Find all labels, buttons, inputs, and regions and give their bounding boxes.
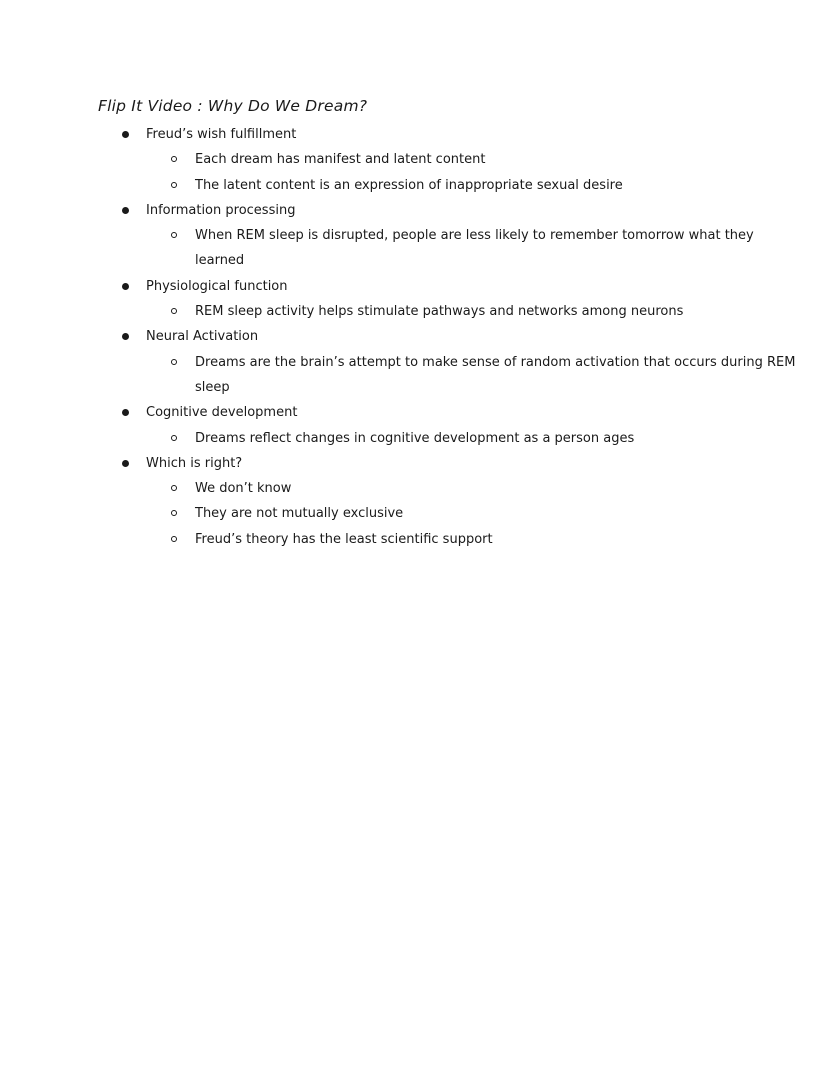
outline-point: They are not mutually exclusive: [195, 506, 404, 522]
outline-point: REM sleep activity helps stimulate pathways and networks among neurons: [195, 304, 684, 320]
filled-bullet-icon: [122, 283, 129, 290]
filled-bullet-icon: [122, 207, 129, 214]
outline-heading: Neural Activation: [146, 329, 259, 345]
hollow-bullet-icon: [171, 435, 177, 441]
outline-subitem: [0, 426, 828, 451]
outline-point: Dreams reflect changes in cognitive development as a person ages: [195, 430, 635, 446]
outline-subitem: [0, 173, 828, 198]
outline-heading: Cognitive development: [146, 405, 298, 421]
outline-subitem: [0, 299, 828, 324]
outline-heading: Freud’s wish fulfillment: [146, 127, 297, 142]
outline-heading: Physiological function: [146, 278, 288, 294]
outline-item-cognitive-development: [0, 400, 828, 425]
outline-point-continuation: sleep: [195, 379, 230, 395]
hollow-bullet-icon: [171, 536, 177, 542]
hollow-bullet-icon: [171, 156, 177, 162]
filled-bullet-icon: [122, 460, 129, 467]
outline-item-which-is-right: [0, 451, 828, 476]
outline-point: Each dream has manifest and latent content: [195, 152, 486, 168]
outline-subitem-continuation: [0, 375, 828, 400]
outline-point: We don’t know: [195, 481, 292, 497]
outline-heading: Which is right?: [146, 455, 243, 471]
hollow-bullet-icon: [171, 510, 177, 516]
outline-point: Dreams are the brain’s attempt to make sense of random activation that occurs during REM: [195, 354, 796, 370]
notes-outline: [0, 122, 828, 552]
outline-item-neural-activation: [0, 324, 828, 349]
outline-point: Freud’s theory has the least scientific support: [195, 531, 493, 547]
document-title: Flip It Video : Why Do We Dream?: [98, 97, 368, 115]
outline-point: The latent content is an expression of inappropriate sexual desire: [195, 177, 623, 193]
filled-bullet-icon: [122, 131, 129, 138]
outline-subitem: [0, 501, 828, 526]
outline-item-freuds-wish-fulfillment: [0, 122, 828, 147]
hollow-bullet-icon: [171, 232, 177, 238]
hollow-bullet-icon: [171, 485, 177, 491]
outline-subitem: [0, 350, 828, 375]
hollow-bullet-icon: [171, 182, 177, 188]
hollow-bullet-icon: [171, 308, 177, 314]
outline-heading: Information processing: [146, 202, 296, 218]
outline-subitem: [0, 527, 828, 552]
outline-item-physiological-function: [0, 274, 828, 299]
outline-subitem-continuation: [0, 248, 828, 273]
filled-bullet-icon: [122, 333, 129, 340]
outline-subitem: [0, 147, 828, 172]
hollow-bullet-icon: [171, 359, 177, 365]
outline-subitem: [0, 476, 828, 501]
outline-subitem: [0, 223, 828, 248]
filled-bullet-icon: [122, 409, 129, 416]
outline-point-continuation: learned: [195, 253, 245, 269]
outline-item-information-processing: [0, 198, 828, 223]
outline-point: When REM sleep is disrupted, people are less likely to remember tomorrow what they: [195, 228, 754, 244]
